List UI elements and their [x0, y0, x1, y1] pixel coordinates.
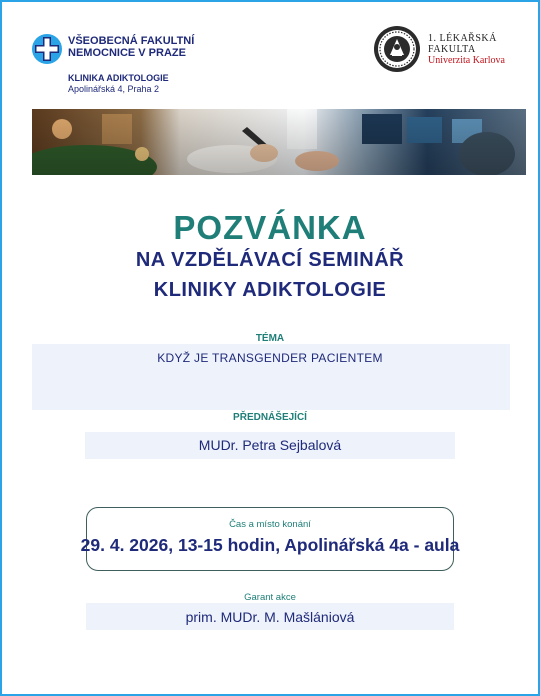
hospital-name [68, 35, 228, 59]
venue-label: Čas a místo konání [229, 519, 311, 530]
clinic-name: KLINIKA ADIKTOLOGIE [68, 73, 169, 83]
hospital-name-line2: NEMOCNICE V PRAZE [68, 47, 186, 59]
header-photo-banner [32, 109, 526, 175]
topic-label: TÉMA [255, 333, 285, 344]
speaker-label: PŘEDNÁŠEJÍCÍ [233, 412, 307, 423]
page-subtitle-line1: NA VZDĚLÁVACÍ SEMINÁŘ [135, 249, 405, 271]
university-seal-icon [373, 25, 421, 73]
guarantor-label: Garant akce [244, 592, 296, 603]
topic-text: KDYŽ JE TRANSGENDER PACIENTEM [157, 351, 383, 365]
faculty-name [428, 33, 505, 66]
hospital-name-line1: VŠEOBECNÁ FAKULTNÍ [68, 35, 195, 47]
speaker-name: MUDr. Petra Sejbalová [198, 437, 342, 453]
page-title: POZVÁNKA [173, 209, 367, 246]
faculty-name-line1: 1. LÉKAŘSKÁ [428, 33, 497, 44]
medical-cross-icon [32, 34, 62, 64]
guarantor-name: prim. MUDr. M. Mašlániová [185, 609, 355, 625]
faculty-name-line2: FAKULTA [428, 44, 476, 55]
page-subtitle-line2: KLINIKY ADIKTOLOGIE [153, 279, 387, 301]
venue-text: 29. 4. 2026, 13-15 hodin, Apolinářská 4a - aula [80, 535, 460, 555]
faculty-university: Univerzita Karlova [428, 55, 505, 66]
clinic-address: Apolinářská 4, Praha 2 [68, 84, 160, 94]
